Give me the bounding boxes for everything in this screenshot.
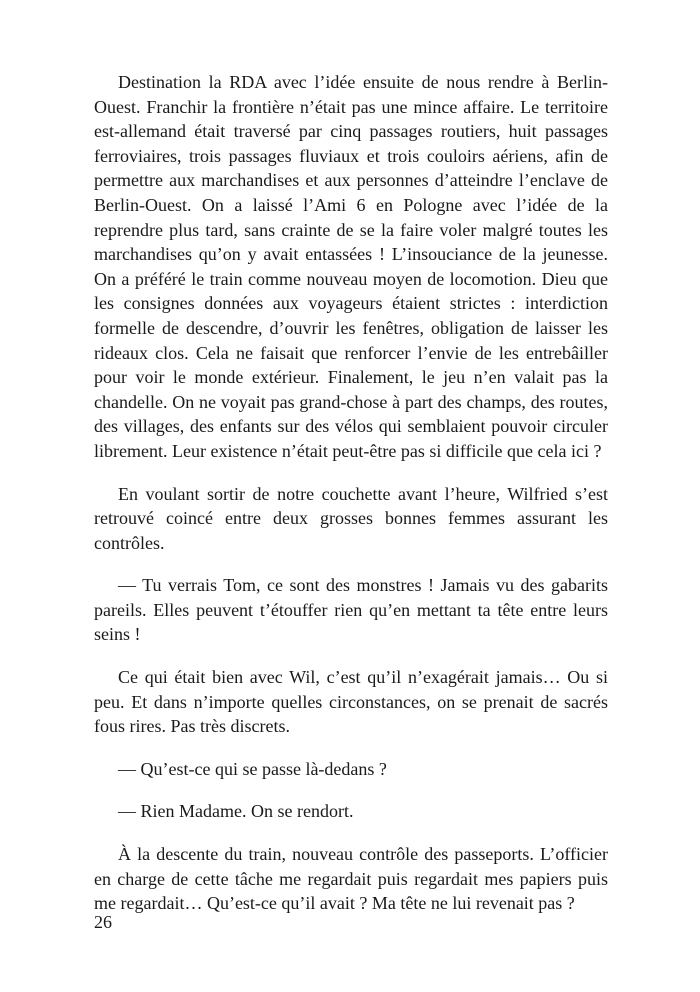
paragraph: — Rien Madame. On se rendort.	[118, 801, 354, 822]
paragraph: À la descente du train, nouveau contrôle des passeports. L’officier en charge de cette tâche me regardait puis regardait mes papiers puis me regardait… Qu’est-ce qu’il avait ? Ma tête ne lui revenait pas ?	[94, 844, 608, 914]
paragraph: — Tu verrais Tom, ce sont des monstres ! Jamais vu des gabarits pareils. Elles peuvent t’étouffer rien qu’en mettant ta tête entre leurs seins !	[94, 575, 608, 645]
paragraph: En voulant sortir de notre couchette avant l’heure, Wilfried s’est retrouvé coincé entre deux grosses bonnes femmes assurant les contrôles.	[94, 483, 608, 553]
page-body	[94, 70, 608, 934]
page-number: 26	[94, 912, 112, 932]
paragraph: Destination la RDA avec l’idée ensuite de nous rendre à Berlin-Ouest. Franchir la frontière n’était pas une mince affaire. Le territoire est-allemand était traversé par cinq passages routiers, huit passages ferroviaires, trois passages fluviaux et trois couloirs aériens, afin de permettre aux marchandises et aux personnes d’atteindre l’enclave de Berlin-Ouest. On a laissé l’Ami 6 en Pologne avec l’idée de la reprendre plus tard, sans crainte de se la faire voler malgré toutes les marchandises qu’on y avait entassées ! L’insouciance de la jeunesse. On a préféré le train comme nouveau moyen de locomotion. Dieu que les consignes données aux voyageurs étaient strictes : interdiction formelle de descendre, d’ouvrir les fenêtres, obligation de laisser les rideaux clos. Cela ne faisait que renforcer l’envie de les entrebâiller pour voir le monde extérieur. Finalement, le jeu n’en valait pas la chandelle. On ne voyait pas grand-chose à part des champs, des routes, des villages, des enfants sur des vélos qui semblaient pouvoir circuler librement. Leur existence n’était peut-être pas si difficile que cela ici ?	[94, 72, 608, 461]
paragraph: Ce qui était bien avec Wil, c’est qu’il n’exagérait jamais… Ou si peu. Et dans n’importe quelles circonstances, on se prenait de sacrés fous rires. Pas très discrets.	[94, 667, 608, 737]
paragraph: — Qu’est-ce qui se passe là-dedans ?	[118, 758, 387, 779]
